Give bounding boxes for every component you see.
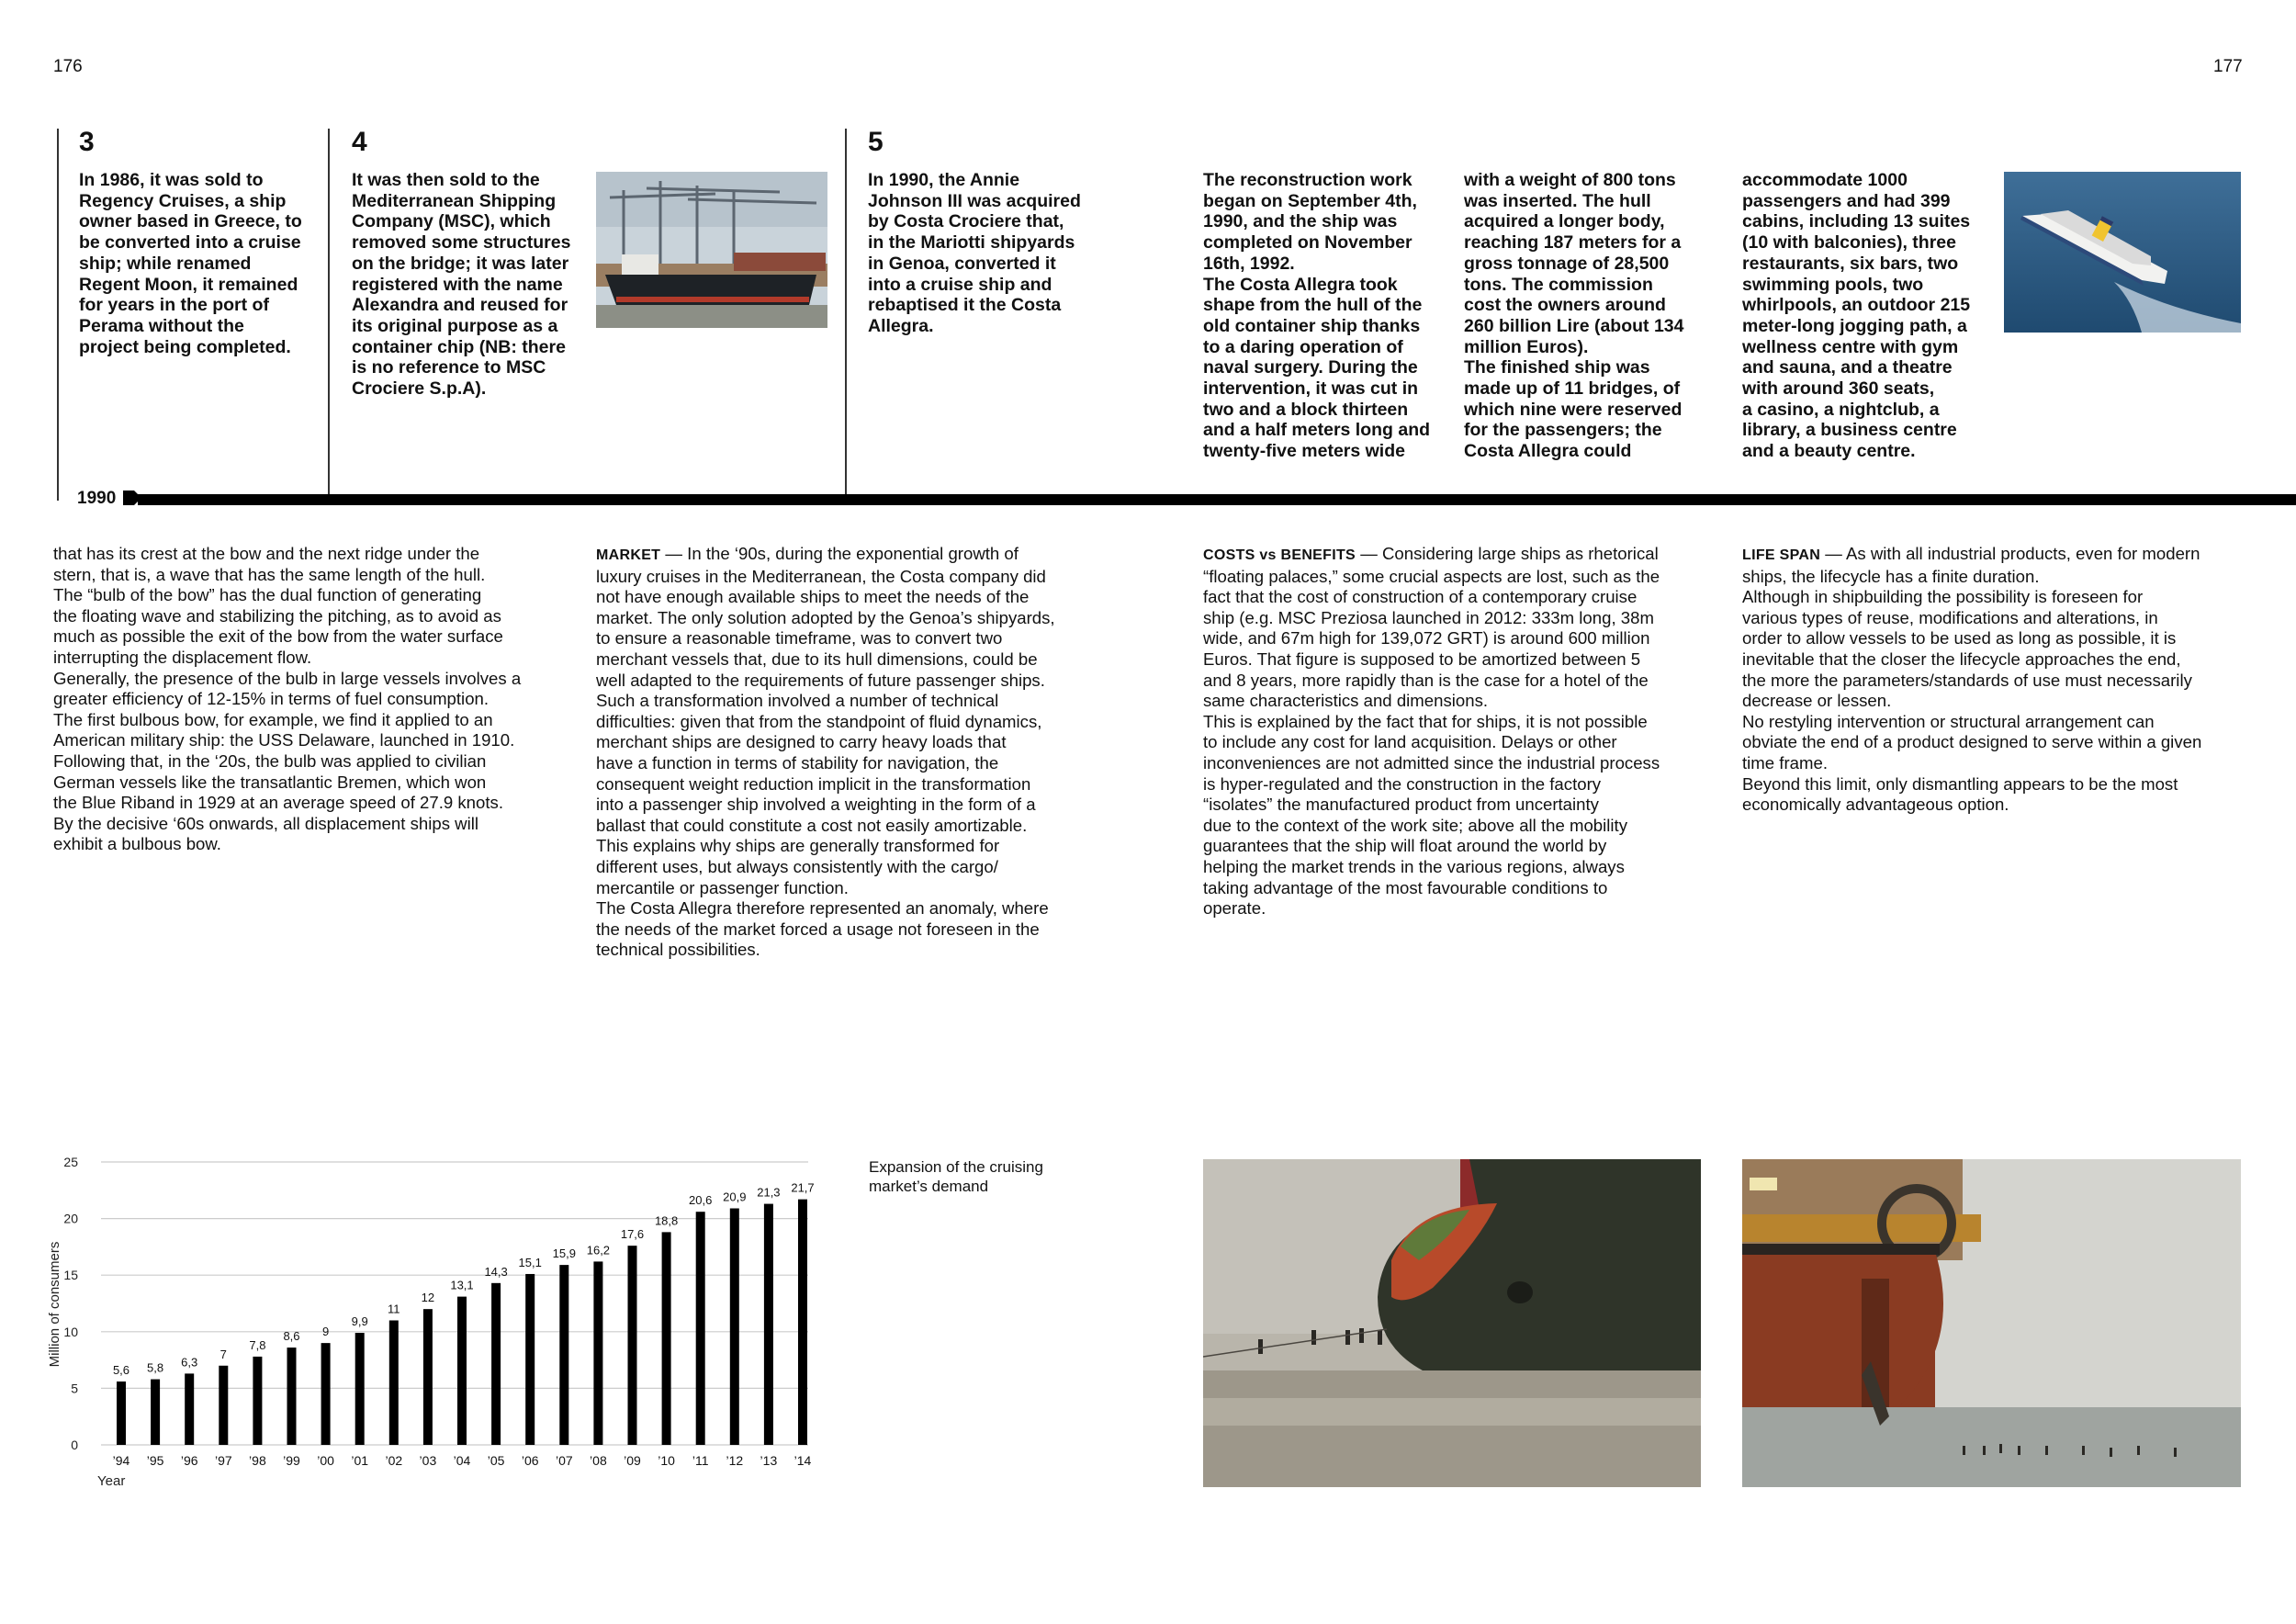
text-line: obviate the end of a product designed to serve within a given bbox=[1742, 732, 2202, 752]
text-line: The reconstruction work bbox=[1203, 170, 1412, 190]
text-line: much as possible the exit of the bow from the water surface bbox=[53, 626, 503, 647]
ship-dismantling-illustration bbox=[1742, 1159, 2241, 1487]
timeline-separator bbox=[845, 129, 847, 494]
bar bbox=[559, 1265, 568, 1445]
bar bbox=[185, 1373, 194, 1445]
bulbous-bow-photo bbox=[1203, 1159, 1701, 1487]
text-line: The finished ship was bbox=[1464, 357, 1650, 378]
text-line: and a beauty centre. bbox=[1742, 441, 1916, 462]
text-line: technical possibilities. bbox=[596, 940, 760, 960]
bar bbox=[355, 1333, 365, 1445]
text-line: This explains why ships are generally transformed for bbox=[596, 836, 1000, 856]
container-ship-photo bbox=[596, 172, 827, 328]
text-line: acquired a longer body, bbox=[1464, 211, 1665, 232]
text-line: In 1990, the Annie bbox=[868, 170, 1020, 190]
text-line: made up of 11 bridges, of bbox=[1464, 378, 1681, 400]
text-line: Johnson III was acquired bbox=[868, 190, 1081, 211]
market-text-column bbox=[596, 544, 1055, 961]
page-number-right: 177 bbox=[2213, 57, 2243, 76]
timeline-separator bbox=[57, 129, 59, 501]
text-line: consequent weight reduction implicit in the transformation bbox=[596, 773, 1031, 794]
text-line: twenty-five meters wide bbox=[1203, 441, 1405, 462]
text-line: reaching 187 meters for a bbox=[1464, 232, 1682, 254]
text-line: its original purpose as a bbox=[352, 315, 558, 336]
x-tick-label: ’94 bbox=[112, 1453, 130, 1468]
bar bbox=[287, 1348, 297, 1445]
text-line: Following that, in the ‘20s, the bulb was applied to civilian bbox=[53, 750, 487, 771]
text-line: Such a transformation involved a number of technical bbox=[596, 691, 999, 711]
text-line: the needs of the market forced a usage not foreseen in the bbox=[596, 919, 1040, 939]
text-line: 1990, and the ship was bbox=[1203, 211, 1398, 232]
bar-value-label: 8,6 bbox=[283, 1329, 300, 1344]
x-tick-label: ’05 bbox=[487, 1453, 505, 1468]
text-line: began on September 4th, bbox=[1203, 190, 1417, 211]
text-line: Costa Allegra could bbox=[1464, 441, 1632, 462]
text-line: two and a block thirteen bbox=[1203, 399, 1409, 420]
text-line: Generally, the presence of the bulb in large vessels involves a bbox=[53, 668, 522, 688]
bar-value-label: 14,3 bbox=[484, 1264, 508, 1279]
text-line: well adapted to the requirements of future passenger ships. bbox=[596, 670, 1045, 690]
text-line: that has its crest at the bow and the next ridge under the bbox=[53, 544, 480, 563]
text-line: fact that the cost of construction of a contemporary cruise bbox=[1203, 587, 1638, 607]
bar bbox=[253, 1357, 262, 1445]
text-line: It was then sold to the bbox=[352, 170, 540, 190]
x-tick-label: ’09 bbox=[624, 1453, 641, 1468]
text-line: into a passenger ship involved a weighting in the form of a bbox=[596, 795, 1036, 815]
text-line: exhibit a bulbous bow. bbox=[53, 834, 221, 854]
text-line: Regent Moon, it remained bbox=[79, 274, 298, 295]
text-line: merchant ships are designed to carry heavy loads that bbox=[596, 732, 1007, 752]
text-line: rebaptised it the Costa bbox=[868, 295, 1062, 316]
text-line: meter-long jogging path, a bbox=[1742, 315, 1967, 336]
text-line: The “bulb of the bow” has the dual function of generating bbox=[53, 585, 482, 605]
bar bbox=[491, 1283, 501, 1445]
text-line: 260 billion Lire (about 134 bbox=[1464, 315, 1684, 336]
x-tick-label: ’04 bbox=[453, 1453, 471, 1468]
text-line: tons. The commission bbox=[1464, 274, 1653, 295]
text-line: 16th, 1992. bbox=[1203, 253, 1295, 274]
text-line: Euros. That figure is supposed to be amortized between 5 bbox=[1203, 648, 1641, 669]
reconstruction-text-col1 bbox=[1203, 170, 1430, 462]
x-tick-label: ’99 bbox=[283, 1453, 300, 1468]
timeline-year-label: 1990 bbox=[77, 489, 117, 508]
text-line: is no reference to MSC bbox=[352, 357, 546, 378]
costs-text-column bbox=[1203, 544, 1660, 919]
text-line: naval surgery. During the bbox=[1203, 357, 1418, 378]
y-tick-label: 5 bbox=[71, 1381, 78, 1396]
reconstruction-text-col2 bbox=[1464, 170, 1683, 462]
x-tick-label: ’06 bbox=[521, 1453, 539, 1468]
text-line: and sauna, and a theatre bbox=[1742, 357, 1953, 378]
cruise-ship-photo bbox=[2004, 172, 2241, 333]
text-line: due to the context of the work site; above all the mobility bbox=[1203, 815, 1628, 835]
timeline-bar bbox=[138, 494, 2296, 505]
text-line: was inserted. The hull bbox=[1464, 190, 1651, 211]
bar-value-label: 20,9 bbox=[723, 1190, 747, 1204]
y-tick-label: 20 bbox=[63, 1211, 78, 1226]
text-line: the floating wave and stabilizing the pitching, as to avoid as bbox=[53, 605, 501, 626]
bar-value-label: 5,8 bbox=[147, 1360, 164, 1375]
text-line: economically advantageous option. bbox=[1742, 795, 2009, 815]
x-tick-label: ’13 bbox=[760, 1453, 778, 1468]
lifespan-heading: LIFE SPAN bbox=[1742, 547, 1821, 563]
text-line: passengers and had 399 bbox=[1742, 190, 1951, 211]
text-line: The first bulbous bow, for example, we find it applied to an bbox=[53, 709, 493, 729]
bar bbox=[151, 1380, 160, 1445]
text-line: interrupting the displacement flow. bbox=[53, 647, 312, 667]
chart-caption-line: market’s demand bbox=[869, 1178, 989, 1195]
costs-first-line: — Considering large ships as rhetorical bbox=[1356, 544, 1659, 563]
text-line: is hyper-regulated and the construction in the factory bbox=[1203, 773, 1602, 794]
text-line: accommodate 1000 bbox=[1742, 170, 1908, 190]
text-line: which nine were reserved bbox=[1464, 399, 1683, 420]
text-line: to include any cost for land acquisition. Delays or other bbox=[1203, 732, 1617, 752]
bar bbox=[117, 1382, 126, 1445]
text-line: “floating palaces,” some crucial aspects are lost, such as the bbox=[1203, 566, 1660, 586]
text-line: wellness centre with gym bbox=[1742, 336, 1959, 357]
text-line: same characteristics and dimensions. bbox=[1203, 691, 1489, 711]
text-line: The Costa Allegra took bbox=[1203, 274, 1398, 295]
bar-value-label: 9,9 bbox=[351, 1314, 368, 1329]
bar bbox=[389, 1320, 399, 1445]
text-line: project being completed. bbox=[79, 336, 291, 357]
text-line: luxury cruises in the Mediterranean, the Costa company did bbox=[596, 566, 1046, 586]
text-line: and a half meters long and bbox=[1203, 420, 1431, 441]
bar-value-label: 21,3 bbox=[757, 1185, 781, 1200]
bar-value-label: 16,2 bbox=[586, 1243, 611, 1257]
text-line: Crociere S.p.A). bbox=[352, 378, 487, 400]
bar-value-label: 15,1 bbox=[518, 1255, 542, 1269]
text-line: ship; while renamed bbox=[79, 253, 252, 274]
text-line: whirlpools, an outdoor 215 bbox=[1742, 295, 1971, 316]
text-line: the more the parameters/standards of use must necessarily bbox=[1742, 670, 2192, 690]
cruise-market-bar-chart bbox=[37, 1144, 827, 1497]
text-line: with around 360 seats, bbox=[1742, 378, 1935, 400]
bar bbox=[798, 1200, 807, 1445]
text-line: gross tonnage of 28,500 bbox=[1464, 253, 1670, 274]
x-tick-label: ’95 bbox=[146, 1453, 164, 1468]
bar-value-label: 9 bbox=[321, 1325, 330, 1339]
timeline-separator bbox=[328, 129, 330, 494]
bar-value-label: 11 bbox=[388, 1302, 400, 1316]
text-line: operate. bbox=[1203, 898, 1266, 919]
text-line: be converted into a cruise bbox=[79, 232, 301, 254]
x-tick-label: ’01 bbox=[351, 1453, 369, 1468]
entry-number-5: 5 bbox=[868, 127, 884, 157]
bar-value-label: 20,6 bbox=[689, 1193, 713, 1208]
text-line: By the decisive ‘60s onwards, all displacement ships will bbox=[53, 813, 478, 833]
text-line: a casino, a nightclub, a bbox=[1742, 399, 1940, 420]
text-line: ships, the lifecycle has a finite duration. bbox=[1742, 566, 2040, 586]
bar-value-label: 7 bbox=[219, 1347, 227, 1361]
bar bbox=[525, 1274, 535, 1445]
entry-4-text bbox=[352, 170, 570, 400]
x-tick-label: ’98 bbox=[249, 1453, 266, 1468]
text-line: Although in shipbuilding the possibility is foreseen for bbox=[1742, 587, 2144, 607]
bar-value-label: 17,6 bbox=[620, 1227, 645, 1242]
text-line: restaurants, six bars, two bbox=[1742, 253, 1959, 274]
text-line: The Costa Allegra therefore represented an anomaly, where bbox=[596, 898, 1049, 919]
bar-value-label: 6,3 bbox=[181, 1355, 198, 1370]
text-line: removed some structures bbox=[352, 232, 571, 254]
bar bbox=[593, 1261, 602, 1445]
text-line: in Genoa, converted it bbox=[868, 253, 1056, 274]
chart-caption bbox=[869, 1157, 1043, 1196]
x-tick-label: ’97 bbox=[214, 1453, 232, 1468]
x-tick-label: ’11 bbox=[692, 1453, 709, 1468]
chart-caption-line: Expansion of the cruising bbox=[869, 1158, 1043, 1176]
text-line: inconveniences are not admitted since the industrial process bbox=[1203, 752, 1660, 773]
text-line: Regency Cruises, a ship bbox=[79, 190, 287, 211]
lifespan-text-column bbox=[1742, 544, 2201, 816]
text-line: into a cruise ship and bbox=[868, 274, 1052, 295]
text-line: swimming pools, two bbox=[1742, 274, 1924, 295]
y-axis-label: Million of consumers bbox=[47, 1241, 62, 1368]
entry-number-3: 3 bbox=[79, 127, 95, 157]
text-line: No restyling intervention or structural arrangement can bbox=[1742, 711, 2155, 731]
text-line: decrease or lessen. bbox=[1742, 691, 1892, 711]
text-line: container chip (NB: there bbox=[352, 336, 566, 357]
text-line: registered with the name bbox=[352, 274, 563, 295]
text-line: Company (MSC), which bbox=[352, 211, 551, 232]
text-line: In 1986, it was sold to bbox=[79, 170, 264, 190]
lifespan-first-line: — As with all industrial products, even for modern bbox=[1820, 544, 2200, 563]
text-line: with a weight of 800 tons bbox=[1464, 170, 1676, 190]
text-line: on the bridge; it was later bbox=[352, 253, 569, 274]
x-tick-label: ’14 bbox=[793, 1453, 812, 1468]
text-line: ballast that could constitute a cost not easily amortizable. bbox=[596, 815, 1028, 835]
text-line: by Costa Crociere that, bbox=[868, 211, 1064, 232]
container-ship-illustration bbox=[596, 172, 827, 328]
ship-dismantling-photo bbox=[1742, 1159, 2241, 1487]
text-line: to a daring operation of bbox=[1203, 336, 1403, 357]
text-line: completed on November bbox=[1203, 232, 1412, 254]
text-line: for years in the port of bbox=[79, 295, 269, 316]
y-tick-label: 0 bbox=[71, 1438, 78, 1452]
bar bbox=[423, 1309, 433, 1445]
x-tick-label: ’00 bbox=[317, 1453, 334, 1468]
entry-3-text bbox=[79, 170, 302, 357]
bar-value-label: 12 bbox=[421, 1291, 435, 1305]
text-line: intervention, it was cut in bbox=[1203, 378, 1419, 400]
bar-value-label: 21,7 bbox=[791, 1180, 815, 1195]
bar-value-label: 7,8 bbox=[249, 1337, 266, 1352]
reconstruction-text-col3 bbox=[1742, 170, 1970, 462]
bulbous-bow-illustration bbox=[1203, 1159, 1701, 1487]
text-line: owner based in Greece, to bbox=[79, 211, 302, 232]
bar-value-label: 5,6 bbox=[112, 1363, 130, 1378]
text-line: order to allow vessels to be used as long as possible, it is bbox=[1742, 628, 2177, 648]
text-line: helping the market trends in the various regions, always bbox=[1203, 856, 1625, 876]
text-line: guarantees that the ship will float around the world by bbox=[1203, 836, 1607, 856]
market-heading: MARKET bbox=[596, 547, 661, 563]
text-line: various types of reuse, modifications and alterations, in bbox=[1742, 607, 2158, 627]
text-line: and 8 years, more rapidly than is the case for a hotel of the bbox=[1203, 670, 1649, 690]
text-line: shape from the hull of the bbox=[1203, 295, 1423, 316]
text-line: library, a business centre bbox=[1742, 420, 1957, 441]
text-line: have a function in terms of stability for navigation, the bbox=[596, 752, 999, 773]
x-tick-label: ’12 bbox=[726, 1453, 744, 1468]
bar-value-label: 13,1 bbox=[450, 1278, 474, 1292]
entry-5-text bbox=[868, 170, 1081, 337]
y-tick-label: 10 bbox=[63, 1324, 78, 1339]
text-line: million Euros). bbox=[1464, 336, 1589, 357]
bar bbox=[321, 1343, 331, 1445]
text-line: This is explained by the fact that for ships, it is not possible bbox=[1203, 711, 1648, 731]
x-tick-label: ’08 bbox=[590, 1453, 607, 1468]
y-tick-label: 25 bbox=[63, 1155, 78, 1169]
entry-number-4: 4 bbox=[352, 127, 367, 157]
x-tick-label: ’07 bbox=[555, 1453, 573, 1468]
bar-value-label: 15,9 bbox=[552, 1246, 576, 1261]
bar bbox=[219, 1366, 228, 1445]
text-line: old container ship thanks bbox=[1203, 315, 1421, 336]
text-line: not have enough available ships to meet the needs of the bbox=[596, 587, 1030, 607]
text-line: Allegra. bbox=[868, 315, 934, 336]
bar bbox=[730, 1209, 739, 1445]
bar bbox=[457, 1297, 467, 1445]
text-line: different uses, but always consistently with the cargo/ bbox=[596, 856, 998, 876]
text-line: time frame. bbox=[1742, 752, 1828, 773]
bar bbox=[764, 1204, 773, 1445]
text-line: market. The only solution adopted by the Genoa’s shipyards, bbox=[596, 607, 1055, 627]
text-line: Perama without the bbox=[79, 315, 244, 336]
text-line: the Blue Riband in 1929 at an average speed of 27.9 knots. bbox=[53, 793, 503, 813]
market-first-line: — In the ‘90s, during the exponential growth of bbox=[660, 544, 1019, 563]
text-line: German vessels like the transatlantic Bremen, which won bbox=[53, 772, 487, 792]
x-tick-label: ’03 bbox=[419, 1453, 437, 1468]
text-line: greater efficiency of 12-15% in terms of fuel consumption. bbox=[53, 689, 490, 709]
text-line: stern, that is, a wave that has the same length of the hull. bbox=[53, 564, 486, 584]
text-line: mercantile or passenger function. bbox=[596, 877, 849, 897]
text-line: (10 with balconies), three bbox=[1742, 232, 1956, 254]
text-line: Beyond this limit, only dismantling appears to be the most bbox=[1742, 773, 2178, 794]
text-line: cost the owners around bbox=[1464, 295, 1666, 316]
y-tick-label: 15 bbox=[63, 1268, 78, 1283]
x-tick-label: ’10 bbox=[658, 1453, 675, 1468]
cruise-ship-illustration bbox=[2004, 172, 2241, 333]
text-line: American military ship: the USS Delaware, launched in 1910. bbox=[53, 730, 515, 750]
bar-value-label: 18,8 bbox=[654, 1213, 679, 1228]
bulb-text-column bbox=[53, 544, 521, 855]
text-line: inevitable that the closer the lifecycle approaches the end, bbox=[1742, 648, 2181, 669]
text-line: for the passengers; the bbox=[1464, 420, 1662, 441]
costs-heading: COSTS vs BENEFITS bbox=[1203, 547, 1356, 563]
text-line: Alexandra and reused for bbox=[352, 295, 568, 316]
text-line: in the Mariotti shipyards bbox=[868, 232, 1075, 254]
text-line: merchant vessels that, due to its hull dimensions, could be bbox=[596, 648, 1038, 669]
text-line: cabins, including 13 suites bbox=[1742, 211, 1971, 232]
page-number-left: 176 bbox=[53, 57, 83, 76]
text-line: wide, and 67m high for 139,072 GRT) is around 600 million bbox=[1203, 628, 1650, 648]
bar bbox=[628, 1246, 637, 1445]
bar bbox=[696, 1212, 705, 1445]
text-line: “isolates” the manufactured product from uncertainty bbox=[1203, 795, 1599, 815]
x-axis-label: Year bbox=[97, 1473, 126, 1489]
bar bbox=[662, 1232, 671, 1445]
text-line: Mediterranean Shipping bbox=[352, 190, 557, 211]
text-line: to ensure a reasonable timeframe, was to convert two bbox=[596, 628, 1003, 648]
text-line: ship (e.g. MSC Preziosa launched in 2012: 333m long, 38m bbox=[1203, 607, 1654, 627]
text-line: taking advantage of the most favourable conditions to bbox=[1203, 877, 1608, 897]
x-tick-label: ’02 bbox=[385, 1453, 403, 1468]
text-line: difficulties: given that from the standpoint of fluid dynamics, bbox=[596, 711, 1042, 731]
x-tick-label: ’96 bbox=[180, 1453, 198, 1468]
